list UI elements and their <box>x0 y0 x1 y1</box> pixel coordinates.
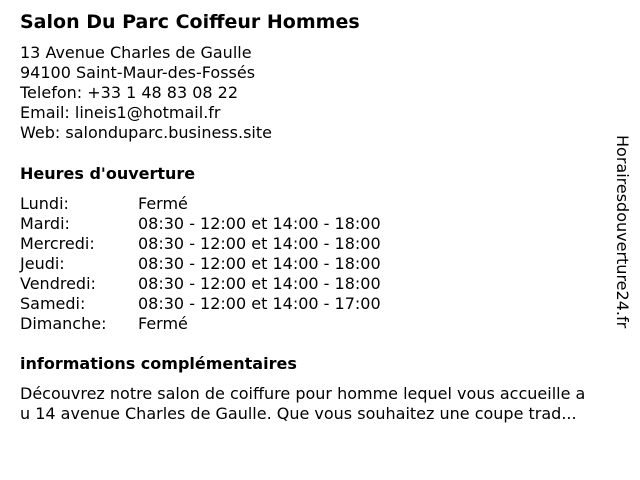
day-label: Jeudi: <box>20 254 65 273</box>
day-label: Mardi: <box>20 214 70 233</box>
day-hours: 08:30 - 12:00 et 14:00 - 18:00 <box>138 274 381 293</box>
hours-row-vendredi <box>20 274 381 294</box>
day-label: Samedi: <box>20 294 86 313</box>
day-label: Dimanche: <box>20 314 107 333</box>
hours-heading: Heures d'ouverture <box>20 164 196 183</box>
day-label: Mercredi: <box>20 234 95 253</box>
contact-block <box>20 43 272 143</box>
day-hours: Fermé <box>138 314 188 333</box>
day-hours: 08:30 - 12:00 et 14:00 - 17:00 <box>138 294 381 313</box>
hours-table <box>20 194 381 334</box>
info-heading: informations complémentaires <box>20 354 297 373</box>
day-label: Lundi: <box>20 194 69 213</box>
hours-row-mardi <box>20 214 381 234</box>
day-hours: 08:30 - 12:00 et 14:00 - 18:00 <box>138 214 381 233</box>
hours-row-mercredi <box>20 234 381 254</box>
hours-row-dimanche <box>20 314 381 334</box>
business-name: Salon Du Parc Coiffeur Hommes <box>20 11 360 33</box>
site-watermark: Horairesdouverture24.fr <box>613 135 632 329</box>
day-hours: Fermé <box>138 194 188 213</box>
hours-row-samedi <box>20 294 381 314</box>
hours-row-jeudi <box>20 254 381 274</box>
day-hours: 08:30 - 12:00 et 14:00 - 18:00 <box>138 254 381 273</box>
address-street: 13 Avenue Charles de Gaulle <box>20 43 252 62</box>
day-label: Vendredi: <box>20 274 96 293</box>
description-line-2: u 14 avenue Charles de Gaulle. Que vous souhaitez une coupe trad... <box>20 404 577 423</box>
info-description <box>20 384 635 424</box>
web-line: Web: salonduparc.business.site <box>20 123 272 142</box>
description-line-1: Découvrez notre salon de coiffure pour homme lequel vous accueille a <box>20 384 586 403</box>
email-line: Email: lineis1@hotmail.fr <box>20 103 221 122</box>
address-city: 94100 Saint-Maur-des-Fossés <box>20 63 256 82</box>
phone-line: Telefon: +33 1 48 83 08 22 <box>20 83 239 102</box>
day-hours: 08:30 - 12:00 et 14:00 - 18:00 <box>138 234 381 253</box>
hours-row-lundi <box>20 194 381 214</box>
